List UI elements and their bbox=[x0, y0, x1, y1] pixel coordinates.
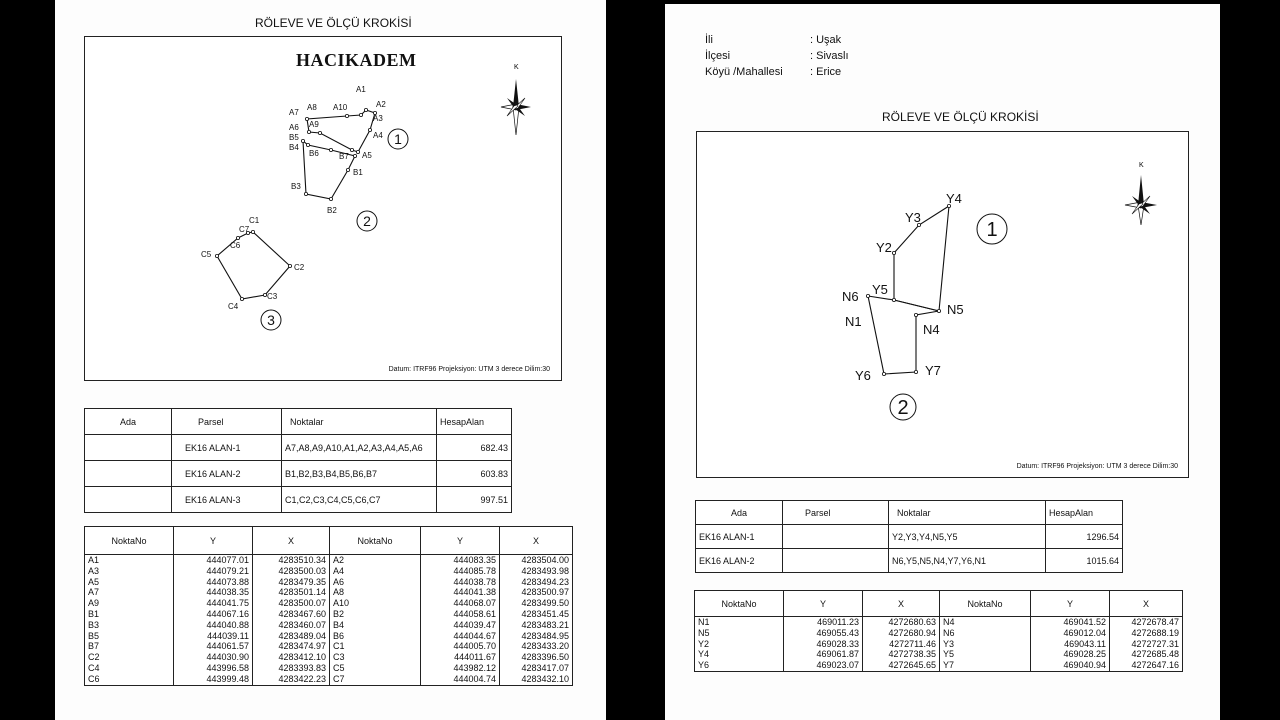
table-row: A1 A3 A5 A7 A9 B1 B3 B5 B7 C2 C4 C6 444077.01 444079.21 444073.88 444038.35 444041.75 444067.16 444040.88 444039.11 444061.57 444030.90 443996.58 443999.48 4283510.34 4283500.03 4283479.35 4283501.14 4283500.07 4283467.60 4283460.07 4283489.04 4283474.97 4283412.10 4283393.83 4283422.23 A2 A4 A6 A8 A10 B2 B4 B6 C1 C3 C5 C7 444083.35 444085.78 444038.78 444041.38 444068.07 444058.61 444039.47 444044.67 444005.70 444011.67 443982.12 444004.74 4283504.00 4283493.98 4283494.23 4283500.97 4283499.50 4283451.45 4283483.21 4283484.95 4283433.20 4283396.50 4283417.07 4283432.10 bbox=[85, 555, 573, 686]
point-label-C6: C6 bbox=[230, 241, 241, 250]
point-label-Y7: Y7 bbox=[925, 363, 941, 378]
parcel-mark-2: 2 bbox=[363, 213, 371, 229]
col-header-noktano-2: NoktaNo bbox=[330, 527, 421, 555]
point-label-N6: N6 bbox=[842, 289, 859, 304]
right-parcel-sketch bbox=[697, 132, 1188, 477]
point-label-C4: C4 bbox=[228, 302, 239, 311]
left-datum-note: Datum: ITRF96 Projeksiyon: UTM 3 derece Dilim:30 bbox=[388, 366, 550, 373]
col-header-y: Y bbox=[174, 527, 253, 555]
point-label-A8: A8 bbox=[307, 103, 317, 112]
parcel-3-outline bbox=[217, 232, 290, 299]
table-row: N1 N5 Y2 Y4 Y6 469011.23 469055.43 469028.33 469061.87 469023.07 4272680.63 4272680.94 4272711.46 4272738.35 4272645.65 N4 N6 Y3 Y5 Y7 469041.52 469012.04 469043.11 469028.25 469040.94 4272678.47 4272688.19 4272727.31 4272685.48 4272647.16 bbox=[695, 617, 1183, 672]
point-label-A10: A10 bbox=[333, 103, 348, 112]
col-header-noktalar: Noktalar bbox=[282, 409, 437, 435]
table-row: EK16 ALAN-2 B1,B2,B3,B4,B5,B6,B7 603.83 bbox=[85, 461, 512, 487]
table-row: EK16 ALAN-1 A7,A8,A9,A10,A1,A2,A3,A4,A5,A6 682.43 bbox=[85, 435, 512, 461]
col-header-y-2: Y bbox=[1031, 591, 1110, 617]
point-label-Y5: Y5 bbox=[872, 282, 888, 297]
table-row: EK16 ALAN-1 Y2,Y3,Y4,N5,Y5 1296.54 bbox=[696, 525, 1123, 549]
table-row: EK16 ALAN-3 C1,C2,C3,C4,C5,C6,C7 997.51 bbox=[85, 487, 512, 513]
info-label-ilce: İlçesi bbox=[705, 50, 731, 62]
north-arrow-icon bbox=[1125, 162, 1157, 225]
point-label-B7: B7 bbox=[339, 152, 349, 161]
point-label-B5: B5 bbox=[289, 133, 299, 142]
parcel-mark-1: 1 bbox=[394, 131, 402, 147]
point-label-N1: N1 bbox=[845, 314, 862, 329]
info-value-il: : Uşak bbox=[810, 34, 842, 46]
point-label-A1: A1 bbox=[356, 85, 366, 94]
point-label-B6: B6 bbox=[309, 149, 319, 158]
info-label-il: İli bbox=[705, 34, 713, 46]
point-label-A3: A3 bbox=[373, 114, 383, 123]
point-label-B1: B1 bbox=[353, 168, 363, 177]
parcel-1-outline bbox=[307, 110, 375, 152]
col-header-noktano: NoktaNo bbox=[695, 591, 784, 617]
overlay-place-name: HACIKADEM bbox=[296, 50, 417, 70]
left-parcel-sketch bbox=[85, 37, 561, 380]
left-coordinate-table bbox=[84, 526, 573, 686]
point-label-A9: A9 bbox=[309, 120, 319, 129]
left-sheet-title: RÖLEVE VE ÖLÇÜ KROKİSİ bbox=[255, 16, 412, 30]
col-header-hesapalan: HesapAlan bbox=[1046, 501, 1123, 525]
north-label: K bbox=[1139, 162, 1144, 169]
col-header-x-2: X bbox=[1110, 591, 1183, 617]
info-value-koy: : Erice bbox=[810, 66, 842, 78]
parcel-mark-1: 1 bbox=[986, 219, 998, 241]
point-label-C7: C7 bbox=[239, 225, 250, 234]
left-sketch-frame bbox=[84, 36, 562, 381]
north-label: K bbox=[514, 64, 519, 71]
point-label-B2: B2 bbox=[327, 206, 337, 215]
col-header-ada: Ada bbox=[85, 409, 172, 435]
col-header-y: Y bbox=[784, 591, 863, 617]
point-label-B3: B3 bbox=[291, 182, 301, 191]
col-header-ada: Ada bbox=[696, 501, 783, 525]
point-label-C1: C1 bbox=[249, 216, 260, 225]
right-document-page bbox=[665, 4, 1220, 720]
point-label-A2: A2 bbox=[376, 100, 386, 109]
point-label-A7: A7 bbox=[289, 108, 299, 117]
point-label-Y4: Y4 bbox=[946, 191, 962, 206]
parcel-mark-3: 3 bbox=[267, 312, 275, 328]
point-label-A5: A5 bbox=[362, 151, 372, 160]
col-header-parsel: Parsel bbox=[172, 409, 282, 435]
point-label-B4: B4 bbox=[289, 143, 299, 152]
point-label-C3: C3 bbox=[267, 292, 278, 301]
col-header-x: X bbox=[253, 527, 330, 555]
left-area-table bbox=[84, 408, 512, 513]
location-info bbox=[705, 32, 849, 80]
table-row: EK16 ALAN-2 N6,Y5,N5,N4,Y7,Y6,N1 1015.64 bbox=[696, 549, 1123, 573]
col-header-y-2: Y bbox=[421, 527, 500, 555]
col-header-x-2: X bbox=[500, 527, 573, 555]
col-header-parsel: Parsel bbox=[783, 501, 889, 525]
left-document-page bbox=[55, 0, 606, 720]
info-label-koy: Köyü /Mahallesi bbox=[705, 66, 783, 78]
col-header-noktano: NoktaNo bbox=[85, 527, 174, 555]
point-label-Y6: Y6 bbox=[855, 368, 871, 383]
parcel-1-outline bbox=[894, 206, 949, 311]
right-sheet-title: RÖLEVE VE ÖLÇÜ KROKİSİ bbox=[882, 110, 1039, 124]
point-label-Y2: Y2 bbox=[876, 240, 892, 255]
col-header-hesapalan: HesapAlan bbox=[437, 409, 512, 435]
point-label-N4: N4 bbox=[923, 322, 940, 337]
col-header-noktano-2: NoktaNo bbox=[940, 591, 1031, 617]
point-label-N5: N5 bbox=[947, 302, 964, 317]
point-label-C5: C5 bbox=[201, 250, 212, 259]
point-label-A6: A6 bbox=[289, 123, 299, 132]
info-value-ilce: : Sivaslı bbox=[810, 50, 849, 62]
right-sketch-frame bbox=[696, 131, 1189, 478]
right-coordinate-table bbox=[694, 590, 1183, 672]
point-label-C2: C2 bbox=[294, 263, 305, 272]
parcel-mark-2: 2 bbox=[897, 397, 909, 419]
right-datum-note: Datum: ITRF96 Projeksiyon: UTM 3 derece Dilim:30 bbox=[1016, 463, 1178, 470]
point-label-A4: A4 bbox=[373, 131, 383, 140]
north-arrow-icon bbox=[501, 64, 531, 135]
point-label-Y3: Y3 bbox=[905, 210, 921, 225]
col-header-x: X bbox=[863, 591, 940, 617]
col-header-noktalar: Noktalar bbox=[889, 501, 1046, 525]
right-area-table bbox=[695, 500, 1123, 573]
